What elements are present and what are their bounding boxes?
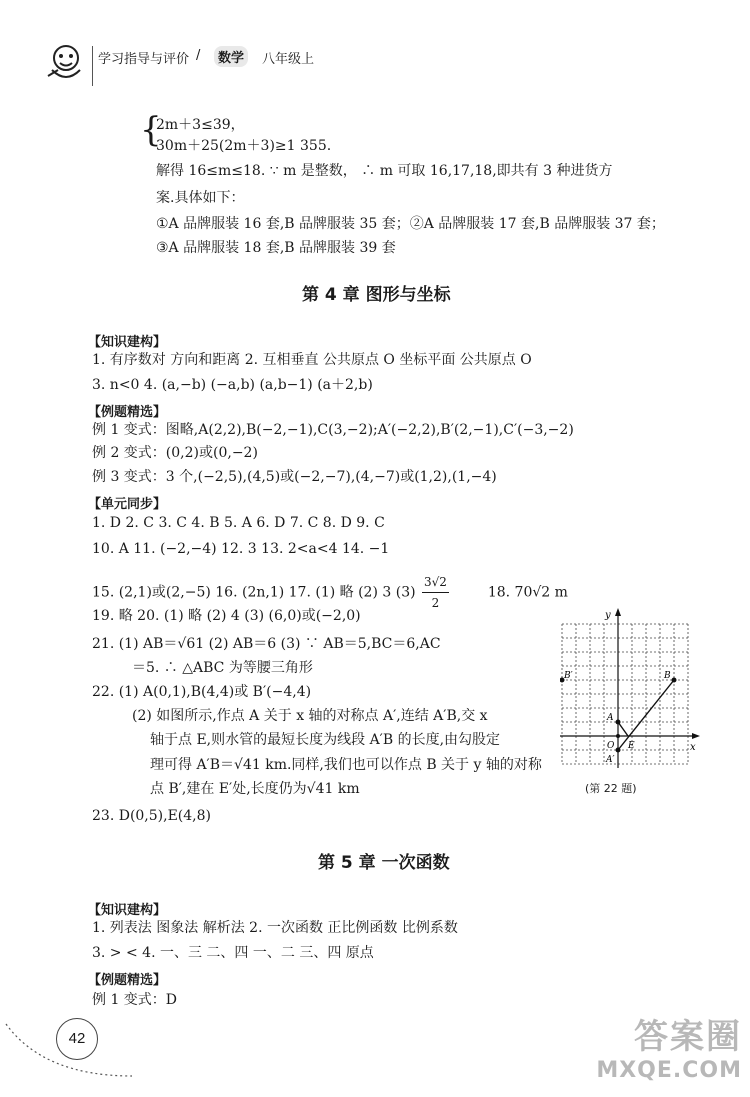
ch5-section-examples: 【例题精选】 [88, 973, 167, 988]
fraction-3root2-over-2 [422, 572, 449, 613]
ch4-section-unit: 【单元同步】 [88, 497, 167, 512]
point-a [616, 720, 621, 725]
label-x: x [690, 742, 696, 753]
ch4-unit-line-6: ＝5. ∴ △ABC 为等腰三角形 [132, 660, 313, 676]
ch4-knowledge-line-1: 1. 有序数对 方向和距离 2. 互相垂直 公共原点 O 坐标平面 公共原点 O [92, 352, 532, 368]
ch4-unit-line-8: (2) 如图所示,作点 A 关于 x 轴的对称点 A′,连结 A′B,交 x [132, 708, 488, 724]
point-b [672, 678, 677, 683]
ch4-unit-line-4: 19. 略 20. (1) 略 (2) 4 (3) (6,0)或(−2,0) [92, 608, 361, 624]
header-slash: / [196, 48, 201, 63]
watermark-top: 答案圈 [634, 1017, 742, 1057]
ch4-example-3: 例 3 变式：3 个,(−2,5),(4,5)或(−2,−7),(4,−7)或(1,2),(1,−4) [92, 469, 497, 485]
ch4-unit-line-11: 点 B′,建在 E′处,长度仍为√41 km [150, 781, 360, 797]
prev-line-1: 解得 16≤m≤18. ∵ m 是整数， ∴ m 可取 16,17,18,即共有 3 种进货方 [156, 163, 613, 179]
prev-line-4: ③A 品牌服装 18 套,B 品牌服装 39 套 [156, 240, 396, 256]
ch4-unit-line-5: 21. (1) AB＝√61 (2) AB＝6 (3) ∵ AB＝5,BC＝6,AC [92, 636, 441, 652]
ch4-unit-line-9: 轴于点 E,则水管的最短长度为线段 A′B 的长度,由勾股定 [150, 732, 501, 748]
point-origin [616, 734, 620, 738]
label-e: E [628, 741, 635, 751]
label-origin: O [607, 741, 615, 751]
header-mascot-icon [42, 40, 90, 84]
segment-a2-b [618, 680, 674, 750]
ch5-example-1: 例 1 变式：D [92, 992, 178, 1008]
label-b: B [664, 671, 671, 681]
label-a: A [607, 713, 614, 723]
prev-ineq-1: 2m＋3≤39， [156, 117, 245, 133]
label-y: y [605, 610, 611, 621]
system-brace: { [140, 110, 162, 150]
point-a-prime [616, 748, 621, 753]
ch4-unit-line-3b: 18. 70√2 m [487, 584, 568, 601]
ch4-unit-line-2: 10. A 11. (−2,−4) 12. 3 13. 2<a<4 14. −1 [92, 541, 390, 557]
fraction-numerator: 3√2 [422, 572, 449, 593]
ch4-knowledge-line-2: 3. n<0 4. (a,−b) (−a,b) (a,b−1) (a＋2,b) [92, 377, 373, 393]
ch5-knowledge-line-1: 1. 列表法 图象法 解析法 2. 一次函数 正比例函数 比例系数 [92, 920, 458, 936]
prev-line-2: 案.具体如下： [156, 190, 245, 206]
x-axis-arrow-icon [692, 733, 700, 739]
ch4-unit-line-10: 理可得 A′B＝√41 km.同样,我们也可以作点 B 关于 y 轴的对称 [150, 757, 542, 773]
ch5-knowledge-line-2: 3. > < 4. 一、三 二、四 一、二 三、四 原点 [92, 945, 374, 961]
header-subject-badge: 数学 [214, 46, 248, 67]
watermark-bottom: MXQE.COM [596, 1058, 742, 1083]
ch4-unit-line-3a: 15. (2,1)或(2,−5) 16. (2n,1) 17. (1) 略 (2) 3 (3) [92, 584, 416, 601]
ch4-unit-line-1: 1. D 2. C 3. C 4. B 5. A 6. D 7. C 8. D 9. C [92, 515, 385, 531]
label-a-prime: A′ [606, 755, 615, 765]
problem-22-figure [560, 608, 700, 774]
chapter-5-title: 第 5 章 一次函数 [318, 853, 450, 873]
header-divider [92, 46, 93, 86]
watermark [596, 1009, 742, 1083]
chapter-4-title: 第 4 章 图形与坐标 [302, 285, 451, 305]
ch4-section-examples: 【例题精选】 [88, 405, 167, 420]
header-title: 学习指导与评价 [98, 52, 190, 67]
ch5-section-knowledge: 【知识建构】 [88, 903, 167, 918]
ch4-example-1: 例 1 变式：图略,A(2,2),B(−2,−1),C(3,−2);A′(−2,2),B′(2,−1),C′(−3,−2) [92, 422, 574, 438]
segment-a-e [618, 722, 628, 736]
ch4-unit-line-7: 22. (1) A(0,1),B(4,4)或 B′(−4,4) [92, 684, 312, 700]
header-grade: 八年级上 [262, 52, 315, 67]
ch4-example-2: 例 2 变式：(0,2)或(0,−2) [92, 445, 258, 461]
prev-ineq-2: 30m＋25(2m＋3)≥1 355. [156, 138, 332, 154]
label-b-prime: B′ [564, 671, 573, 681]
y-axis-arrow-icon [615, 608, 621, 616]
page-number: 42 [56, 1018, 98, 1060]
prev-line-3: ①A 品牌服装 16 套,B 品牌服装 35 套；②A 品牌服装 17 套,B 品牌服装 37 套； [156, 216, 665, 232]
ch4-section-knowledge: 【知识建构】 [88, 335, 167, 350]
figure-caption: (第 22 题) [585, 782, 637, 795]
ch4-unit-line-12: 23. D(0,5),E(4,8) [92, 808, 211, 824]
fraction-denominator: 2 [431, 596, 440, 610]
figure-grid [562, 624, 688, 764]
